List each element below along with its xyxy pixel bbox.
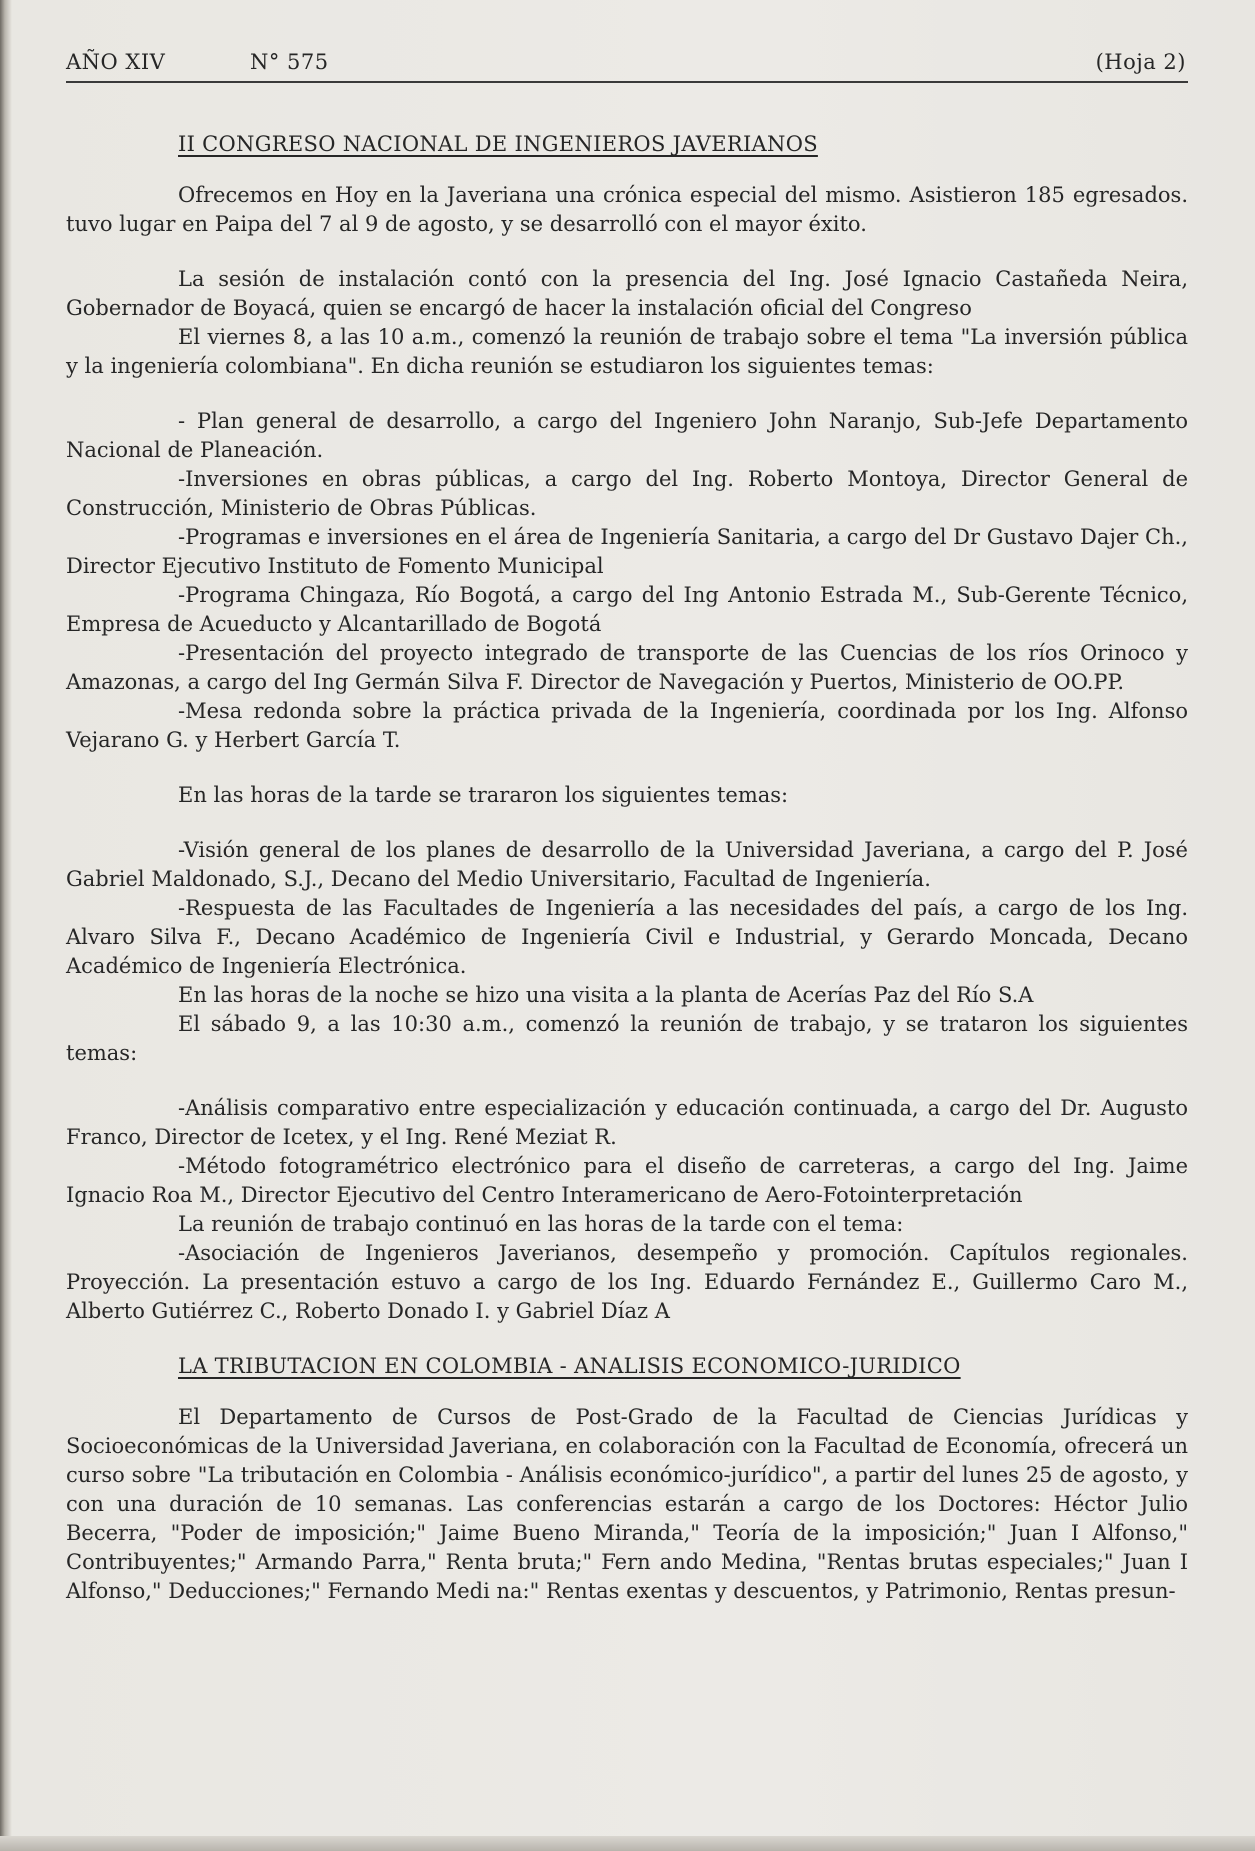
- article1-saturday-afternoon: La reunión de trabajo continuó en las horas de la tarde con el tema:: [178, 1212, 904, 1236]
- list-item: -Método fotogramétrico electrónico para el diseño de carreteras, a cargo del Ing. Jaime Ignacio Roa M., Director Ejecutivo del Centro Interamericano de Aero-Fotointerpretación: [66, 1154, 1188, 1207]
- friday-topics-list: [66, 407, 1188, 755]
- article1-night: En las horas de la noche se hizo una visita a la planta de Acerías Paz del Río S.A: [178, 983, 1034, 1007]
- list-item: -Análisis comparativo entre especialización y educación continuada, a cargo del Dr. Augusto Franco, Director de Icetex, y el Ing. René Meziat R.: [66, 1096, 1188, 1149]
- page-bottom-edge: [0, 1836, 1255, 1851]
- list-item: -Mesa redonda sobre la práctica privada de la Ingeniería, coordinada por los Ing. Alfonso Vejarano G. y Herbert García T.: [66, 699, 1188, 752]
- article2-body: El Departamento de Cursos de Post-Grado de la Facultad de Ciencias Jurídicas y Socioeconómicas de la Universidad Javeriana, en colaboración con la Facultad de Economía, ofrecerá un curso sobre "La tributación en Colombia - Análisis económico-jurídico", a partir del lunes 25 de agosto, y con una duración de 10 semanas. Las conferencias estarán a cargo de los Doctores: Héctor Julio Becerra, "Poder de imposición;" Jaime Bueno Miranda," Teoría de la imposición;" Juan I Alfonso," Contribuyentes;" Armando Parra," Renta bruta;" Fern ando Medina, "Rentas brutas especiales;" Juan I Alfonso," Deducciones;" Fernando Medi na:" Rentas exentas y descuentos, y Patrimonio, Rentas presun-: [66, 1405, 1188, 1603]
- article1-saturday-afternoon-topic: -Asociación de Ingenieros Javerianos, desempeño y promoción. Capítulos regionales. Proyección. La presentación estuvo a cargo de los Ing. Eduardo Fernández E., Guillermo Caro M., Alberto Gutiérrez C., Roberto Donado I. y Gabriel Díaz A: [66, 1241, 1188, 1323]
- header-issue-number: N° 575: [250, 50, 329, 74]
- article1-intro: Ofrecemos en Hoy en la Javeriana una crónica especial del mismo. Asistieron 185 egresados. tuvo lugar en Paipa del 7 al 9 de agosto, y se desarrolló con el mayor éxito.: [66, 183, 1188, 236]
- list-item: -Programa Chingaza, Río Bogotá, a cargo del Ing Antonio Estrada M., Sub-Gerente Técnico, Empresa de Acueducto y Alcantarillado de Bogotá: [66, 583, 1188, 636]
- list-item: - Plan general de desarrollo, a cargo del Ingeniero John Naranjo, Sub-Jefe Departamento Nacional de Planeación.: [66, 409, 1188, 462]
- list-item: -Inversiones en obras públicas, a cargo del Ing. Roberto Montoya, Director General de Construcción, Ministerio de Obras Públicas.: [66, 467, 1188, 520]
- article1-title: II CONGRESO NACIONAL DE INGENIEROS JAVERIANOS: [178, 132, 818, 156]
- page-content: [66, 130, 1188, 1606]
- list-item: -Respuesta de las Facultades de Ingeniería a las necesidades del país, a cargo de los Ing. Alvaro Silva F., Decano Académico de Ingeniería Civil e Industrial, y Gerardo Moncada, Decano Académico de Ingeniería Electrónica.: [66, 896, 1188, 978]
- article1-afternoon-intro: En las horas de la tarde se trararon los siguientes temas:: [178, 783, 789, 807]
- article1-friday: El viernes 8, a las 10 a.m., comenzó la reunión de trabajo sobre el tema "La inversión pública y la ingeniería colombiana". En dicha reunión se estudiaron los siguientes temas:: [66, 325, 1188, 378]
- header-rule: [66, 81, 1188, 83]
- list-item: -Visión general de los planes de desarrollo de la Universidad Javeriana, a cargo del P. José Gabriel Maldonado, S.J., Decano del Medio Universitario, Facultad de Ingeniería.: [66, 838, 1188, 891]
- list-item: -Presentación del proyecto integrado de transporte de las Cuencias de los ríos Orinoco y Amazonas, a cargo del Ing Germán Silva F. Director de Navegación y Puertos, Ministerio de OO.PP.: [66, 641, 1188, 694]
- article1-installation: La sesión de instalación contó con la presencia del Ing. José Ignacio Castañeda Neira, Gobernador de Boyacá, quien se encargó de hacer la instalación oficial del Congreso: [66, 267, 1188, 320]
- header-year: AÑO XIV: [66, 50, 166, 74]
- saturday-topics-list: [66, 1094, 1188, 1210]
- list-item: -Programas e inversiones en el área de Ingeniería Sanitaria, a cargo del Dr Gustavo Dajer Ch., Director Ejecutivo Instituto de Fomento Municipal: [66, 525, 1188, 578]
- afternoon-topics-list: [66, 836, 1188, 981]
- article1-saturday: El sábado 9, a las 10:30 a.m., comenzó la reunión de trabajo, y se trataron los siguientes temas:: [66, 1012, 1188, 1065]
- header-sheet: (Hoja 2): [1095, 50, 1186, 74]
- article2-title: LA TRIBUTACION EN COLOMBIA - ANALISIS ECONOMICO-JURIDICO: [178, 1354, 961, 1378]
